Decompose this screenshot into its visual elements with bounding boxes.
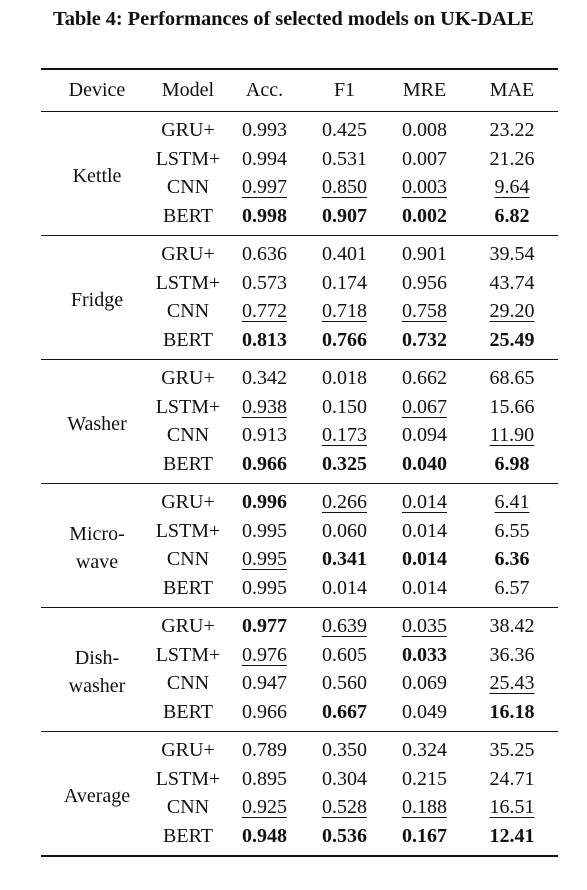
- metric-cell-mre: [383, 360, 466, 393]
- table-row: [41, 236, 558, 269]
- metric-value: 0.993: [242, 119, 287, 142]
- metric-value: 0.304: [322, 767, 367, 790]
- metric-value: 0.907: [322, 204, 367, 227]
- metric-cell-f1: [306, 360, 383, 393]
- metric-value: 0.925: [242, 796, 287, 819]
- metric-value: 0.732: [402, 328, 447, 351]
- metric-cell-f1: [306, 732, 383, 765]
- metric-cell-f1: [306, 393, 383, 422]
- metric-value: 0.994: [242, 147, 287, 170]
- metric-cell-mre: [383, 297, 466, 326]
- metric-value: 0.662: [402, 367, 447, 390]
- metric-cell-f1: [306, 545, 383, 574]
- metric-value: 16.51: [489, 796, 535, 819]
- metric-value: 43.74: [489, 271, 535, 294]
- metric-cell-mae: [466, 641, 558, 670]
- metric-cell-acc: [223, 421, 306, 450]
- metric-cell-mae: [466, 297, 558, 326]
- metric-value: 9.64: [494, 176, 530, 199]
- metric-value: 36.36: [489, 643, 535, 666]
- metric-value: 0.341: [322, 548, 367, 571]
- device-group: [41, 112, 558, 236]
- metric-cell-f1: [306, 822, 383, 857]
- metric-cell-mae: [466, 421, 558, 450]
- metric-value: 25.43: [489, 672, 535, 695]
- metric-value: 0.996: [242, 491, 287, 514]
- table-header-row: [41, 69, 558, 112]
- metric-value: 0.266: [322, 491, 367, 514]
- metric-cell-mre: [383, 517, 466, 546]
- metric-value: 6.41: [494, 491, 530, 514]
- table-row: [41, 732, 558, 765]
- results-table: [41, 68, 558, 857]
- metric-value: 0.789: [242, 739, 287, 762]
- metric-cell-acc: [223, 112, 306, 145]
- metric-value: 0.536: [322, 824, 367, 847]
- metric-cell-mae: [466, 732, 558, 765]
- metric-value: 0.188: [402, 796, 447, 819]
- metric-value: 0.766: [322, 328, 367, 351]
- metric-value: 0.350: [322, 739, 367, 762]
- metric-cell-f1: [306, 112, 383, 145]
- header-mre: MRE: [383, 69, 466, 112]
- metric-cell-f1: [306, 202, 383, 236]
- metric-cell-acc: [223, 173, 306, 202]
- metric-cell-acc: [223, 765, 306, 794]
- metric-value: 6.98: [494, 452, 530, 475]
- metric-cell-mae: [466, 517, 558, 546]
- metric-cell-acc: [223, 202, 306, 236]
- metric-cell-acc: [223, 145, 306, 174]
- metric-value: 0.215: [402, 767, 447, 790]
- metric-cell-mae: [466, 326, 558, 360]
- metric-value: 0.901: [402, 243, 447, 266]
- model-name: BERT: [163, 328, 213, 351]
- metric-cell-f1: [306, 484, 383, 517]
- device-group: [41, 236, 558, 360]
- metric-cell-acc: [223, 793, 306, 822]
- device-name: Average: [63, 784, 131, 807]
- metric-value: 0.895: [242, 767, 287, 790]
- device-group: [41, 732, 558, 857]
- metric-value: 0.425: [322, 119, 367, 142]
- metric-cell-f1: [306, 173, 383, 202]
- metric-value: 11.90: [489, 424, 535, 447]
- metric-cell-mae: [466, 112, 558, 145]
- metric-value: 0.573: [242, 271, 287, 294]
- metric-cell-acc: [223, 517, 306, 546]
- metric-cell-mre: [383, 765, 466, 794]
- metric-value: 0.174: [322, 271, 367, 294]
- model-name: GRU+: [161, 119, 215, 142]
- metric-cell-mae: [466, 608, 558, 641]
- model-name: GRU+: [161, 615, 215, 638]
- model-name: BERT: [163, 700, 213, 723]
- metric-value: 0.094: [402, 424, 447, 447]
- model-name: BERT: [163, 452, 213, 475]
- metric-value: 0.995: [242, 576, 287, 599]
- metric-value: 38.42: [489, 615, 535, 638]
- metric-value: 25.49: [489, 328, 535, 351]
- metric-cell-mae: [466, 450, 558, 484]
- metric-value: 29.20: [489, 300, 535, 323]
- metric-value: 24.71: [489, 767, 535, 790]
- model-name: BERT: [163, 204, 213, 227]
- device-group: [41, 608, 558, 732]
- metric-value: 0.167: [402, 824, 447, 847]
- model-name: GRU+: [161, 739, 215, 762]
- table-row: [41, 608, 558, 641]
- header-acc: Acc.: [223, 69, 306, 112]
- metric-value: 0.995: [242, 548, 287, 571]
- metric-cell-mre: [383, 732, 466, 765]
- metric-value: 39.54: [489, 243, 535, 266]
- metric-value: 0.008: [402, 119, 447, 142]
- metric-value: 0.850: [322, 176, 367, 199]
- table-caption: Table 4: Performances of selected models on UK-DALE: [53, 8, 534, 30]
- metric-cell-mre: [383, 641, 466, 670]
- metric-cell-mre: [383, 236, 466, 269]
- model-name: LSTM+: [155, 767, 221, 790]
- metric-cell-mae: [466, 698, 558, 732]
- metric-cell-mae: [466, 545, 558, 574]
- model-name: LSTM+: [155, 147, 221, 170]
- metric-cell-mae: [466, 765, 558, 794]
- metric-cell-acc: [223, 732, 306, 765]
- metric-value: 0.531: [322, 147, 367, 170]
- metric-cell-mre: [383, 608, 466, 641]
- metric-value: 0.639: [322, 615, 367, 638]
- metric-cell-mre: [383, 698, 466, 732]
- metric-cell-f1: [306, 517, 383, 546]
- metric-cell-mre: [383, 202, 466, 236]
- model-name: LSTM+: [155, 271, 221, 294]
- metric-value: 6.55: [494, 519, 530, 542]
- metric-value: 0.342: [242, 367, 287, 390]
- device-name: Micro- wave: [69, 522, 125, 573]
- metric-cell-mre: [383, 145, 466, 174]
- metric-cell-f1: [306, 421, 383, 450]
- metric-cell-acc: [223, 822, 306, 857]
- metric-value: 0.813: [242, 328, 287, 351]
- metric-value: 0.018: [322, 367, 367, 390]
- metric-cell-mre: [383, 669, 466, 698]
- metric-value: 0.528: [322, 796, 367, 819]
- metric-value: 6.82: [494, 204, 530, 227]
- metric-value: 15.66: [489, 395, 535, 418]
- metric-cell-acc: [223, 545, 306, 574]
- metric-value: 0.758: [402, 300, 447, 323]
- metric-cell-mre: [383, 793, 466, 822]
- metric-cell-mre: [383, 269, 466, 298]
- model-name: CNN: [166, 796, 210, 819]
- device-group: [41, 360, 558, 484]
- metric-cell-f1: [306, 269, 383, 298]
- metric-value: 0.977: [242, 615, 287, 638]
- table-row: [41, 484, 558, 517]
- table-row: [41, 360, 558, 393]
- device-name: Kettle: [72, 164, 122, 187]
- model-name: BERT: [163, 576, 213, 599]
- metric-value: 6.36: [494, 548, 530, 571]
- model-name: GRU+: [161, 367, 215, 390]
- metric-cell-mae: [466, 145, 558, 174]
- metric-cell-acc: [223, 669, 306, 698]
- metric-value: 0.772: [242, 300, 287, 323]
- metric-value: 0.325: [322, 452, 367, 475]
- device-name: Washer: [67, 412, 127, 435]
- metric-value: 0.014: [402, 519, 447, 542]
- metric-value: 68.65: [489, 367, 535, 390]
- metric-cell-mae: [466, 822, 558, 857]
- metric-cell-mae: [466, 269, 558, 298]
- metric-cell-mre: [383, 393, 466, 422]
- metric-value: 23.22: [489, 119, 535, 142]
- metric-cell-f1: [306, 145, 383, 174]
- metric-cell-f1: [306, 574, 383, 608]
- metric-cell-acc: [223, 574, 306, 608]
- metric-value: 0.035: [402, 615, 447, 638]
- metric-value: 0.948: [242, 824, 287, 847]
- metric-value: 21.26: [489, 147, 535, 170]
- metric-value: 0.966: [242, 700, 287, 723]
- header-mae: MAE: [466, 69, 558, 112]
- metric-cell-acc: [223, 608, 306, 641]
- metric-cell-f1: [306, 793, 383, 822]
- metric-cell-acc: [223, 393, 306, 422]
- metric-value: 0.049: [402, 700, 447, 723]
- metric-value: 0.033: [402, 643, 447, 666]
- metric-cell-acc: [223, 360, 306, 393]
- header-model: Model: [153, 69, 223, 112]
- metric-cell-f1: [306, 608, 383, 641]
- metric-value: 0.947: [242, 672, 287, 695]
- metric-cell-mae: [466, 793, 558, 822]
- metric-cell-acc: [223, 450, 306, 484]
- metric-cell-mae: [466, 360, 558, 393]
- device-name: Fridge: [70, 288, 124, 311]
- metric-cell-mae: [466, 484, 558, 517]
- metric-cell-mae: [466, 669, 558, 698]
- metric-value: 0.605: [322, 643, 367, 666]
- metric-value: 12.41: [489, 824, 535, 847]
- model-name: GRU+: [161, 243, 215, 266]
- metric-value: 0.718: [322, 300, 367, 323]
- model-name: CNN: [166, 672, 210, 695]
- metric-value: 0.997: [242, 176, 287, 199]
- metric-cell-mae: [466, 393, 558, 422]
- model-name: GRU+: [161, 491, 215, 514]
- metric-value: 0.636: [242, 243, 287, 266]
- metric-value: 0.007: [402, 147, 447, 170]
- metric-value: 0.014: [402, 491, 447, 514]
- metric-cell-mae: [466, 173, 558, 202]
- metric-cell-f1: [306, 641, 383, 670]
- metric-value: 0.002: [402, 204, 447, 227]
- metric-value: 35.25: [489, 739, 535, 762]
- metric-cell-mre: [383, 450, 466, 484]
- metric-value: 0.938: [242, 395, 287, 418]
- metric-value: 0.014: [402, 548, 447, 571]
- model-name: BERT: [163, 824, 213, 847]
- metric-cell-acc: [223, 641, 306, 670]
- model-name: LSTM+: [155, 643, 221, 666]
- metric-cell-f1: [306, 669, 383, 698]
- metric-value: 0.995: [242, 519, 287, 542]
- metric-value: 0.014: [402, 576, 447, 599]
- metric-cell-mre: [383, 574, 466, 608]
- metric-cell-f1: [306, 326, 383, 360]
- metric-value: 0.966: [242, 452, 287, 475]
- metric-cell-acc: [223, 297, 306, 326]
- model-name: LSTM+: [155, 519, 221, 542]
- metric-cell-mae: [466, 574, 558, 608]
- device-name: Dish- washer: [68, 646, 126, 697]
- metric-value: 0.069: [402, 672, 447, 695]
- metric-value: 0.150: [322, 395, 367, 418]
- metric-value: 0.324: [402, 739, 447, 762]
- metric-cell-acc: [223, 698, 306, 732]
- metric-value: 0.014: [322, 576, 367, 599]
- model-name: CNN: [166, 548, 210, 571]
- metric-value: 0.976: [242, 643, 287, 666]
- metric-cell-mre: [383, 173, 466, 202]
- model-name: CNN: [166, 424, 210, 447]
- metric-cell-mre: [383, 326, 466, 360]
- metric-value: 0.956: [402, 271, 447, 294]
- metric-cell-f1: [306, 450, 383, 484]
- device-group: [41, 484, 558, 608]
- metric-value: 0.173: [322, 424, 367, 447]
- metric-cell-acc: [223, 484, 306, 517]
- metric-cell-f1: [306, 297, 383, 326]
- metric-cell-mae: [466, 202, 558, 236]
- metric-value: 0.060: [322, 519, 367, 542]
- header-f1: F1: [306, 69, 383, 112]
- metric-cell-f1: [306, 236, 383, 269]
- metric-value: 0.998: [242, 204, 287, 227]
- metric-value: 0.067: [402, 395, 447, 418]
- header-device: Device: [41, 69, 153, 112]
- table-row: [41, 112, 558, 145]
- metric-value: 0.401: [322, 243, 367, 266]
- metric-value: 0.560: [322, 672, 367, 695]
- metric-value: 16.18: [489, 700, 535, 723]
- metric-cell-mae: [466, 236, 558, 269]
- metric-cell-acc: [223, 236, 306, 269]
- metric-cell-acc: [223, 326, 306, 360]
- metric-cell-acc: [223, 269, 306, 298]
- metric-value: 0.913: [242, 424, 287, 447]
- metric-value: 6.57: [494, 576, 530, 599]
- metric-value: 0.003: [402, 176, 447, 199]
- metric-value: 0.667: [322, 700, 367, 723]
- metric-cell-f1: [306, 698, 383, 732]
- model-name: CNN: [166, 300, 210, 323]
- metric-cell-mre: [383, 545, 466, 574]
- metric-cell-mre: [383, 112, 466, 145]
- metric-cell-mre: [383, 421, 466, 450]
- metric-cell-mre: [383, 484, 466, 517]
- model-name: LSTM+: [155, 395, 221, 418]
- metric-value: 0.040: [402, 452, 447, 475]
- metric-cell-mre: [383, 822, 466, 857]
- metric-cell-f1: [306, 765, 383, 794]
- model-name: CNN: [166, 176, 210, 199]
